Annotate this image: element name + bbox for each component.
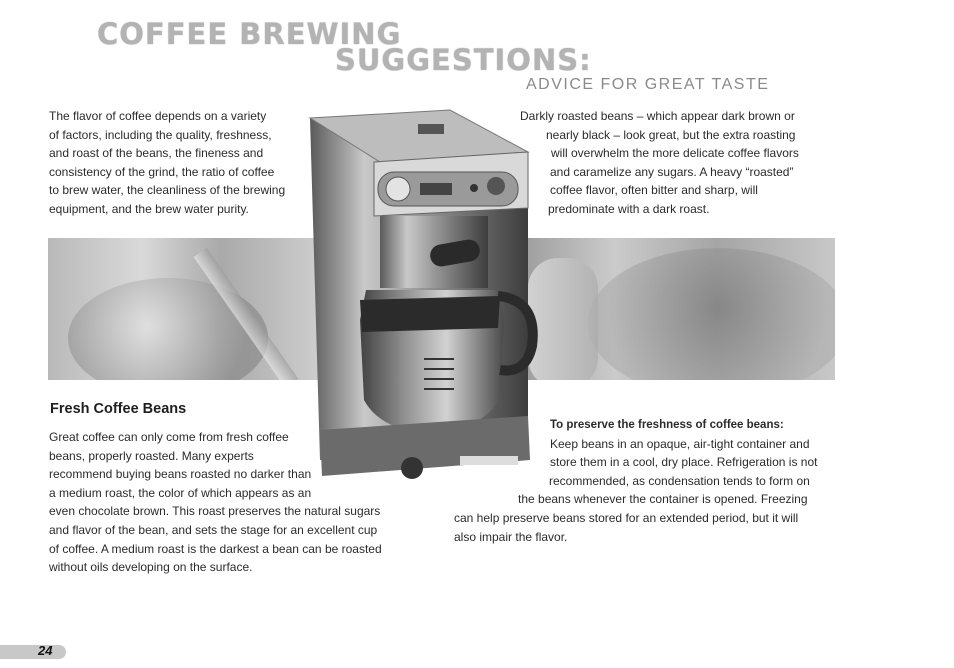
text-line: consistency of the grind, the ratio of coffee — [49, 164, 275, 179]
text-line: and roast of the beans, the fineness and — [49, 146, 264, 161]
preserve-paragraph — [0, 416, 817, 546]
text-line: Keep beans in an opaque, air-tight container and — [550, 436, 810, 451]
text-line: The flavor of coffee depends on a variety — [49, 109, 267, 123]
text-line: without oils developing on the surface. — [49, 560, 253, 575]
text-line: can help preserve beans stored for an extended period, but it will — [454, 510, 799, 525]
page-subtitle: ADVICE FOR GREAT TASTE — [526, 76, 770, 93]
text-line: predominate with a dark roast. — [548, 201, 710, 216]
text-line: and caramelize any sugars. A heavy “roasted” — [550, 164, 794, 179]
text-line: beans, properly roasted. Many experts — [49, 448, 254, 463]
text-line: store them in a cool, dry place. Refrigeration is not — [550, 455, 818, 470]
text-line: of coffee. A medium roast is the darkest a bean can be roasted — [49, 541, 382, 556]
page-number-tab — [0, 645, 66, 659]
text-line: Darkly roasted beans – which appear dark brown or — [520, 109, 795, 123]
text-line: will overwhelm the more delicate coffee flavors — [551, 146, 799, 161]
text-line: Great coffee can only come from fresh coffee — [49, 430, 289, 444]
page-title-line2: SUGGESTIONS: — [335, 43, 592, 77]
page-title-line1: COFFEE BREWING — [97, 17, 402, 51]
text-line: a medium roast, the color of which appears as an — [49, 485, 312, 500]
text-line: to brew water, the cleanliness of the brewing — [49, 183, 286, 198]
text-line: coffee flavor, often bitter and sharp, will — [550, 183, 758, 198]
text-line: recommended, as condensation tends to form on — [549, 473, 810, 488]
preserve-heading: To preserve the freshness of coffee beans: — [550, 419, 784, 431]
text-line: the beans whenever the container is opened. Freezing — [518, 492, 808, 507]
text-line: equipment, and the brew water purity. — [49, 201, 249, 216]
text-line: nearly black – look great, but the extra roasting — [546, 127, 796, 142]
text-line: recommend buying beans roasted no darker than — [49, 467, 312, 482]
text-line: and flavor of the bean, and sets the stage for an excellent cup — [49, 522, 378, 537]
text-line: also impair the flavor. — [454, 529, 568, 544]
text-line: even chocolate brown. This roast preserves the natural sugars — [49, 504, 381, 519]
text-line: of factors, including the quality, freshness, — [49, 127, 272, 142]
fresh-beans-heading: Fresh Coffee Beans — [50, 401, 187, 417]
page-number: 24 — [38, 643, 53, 658]
